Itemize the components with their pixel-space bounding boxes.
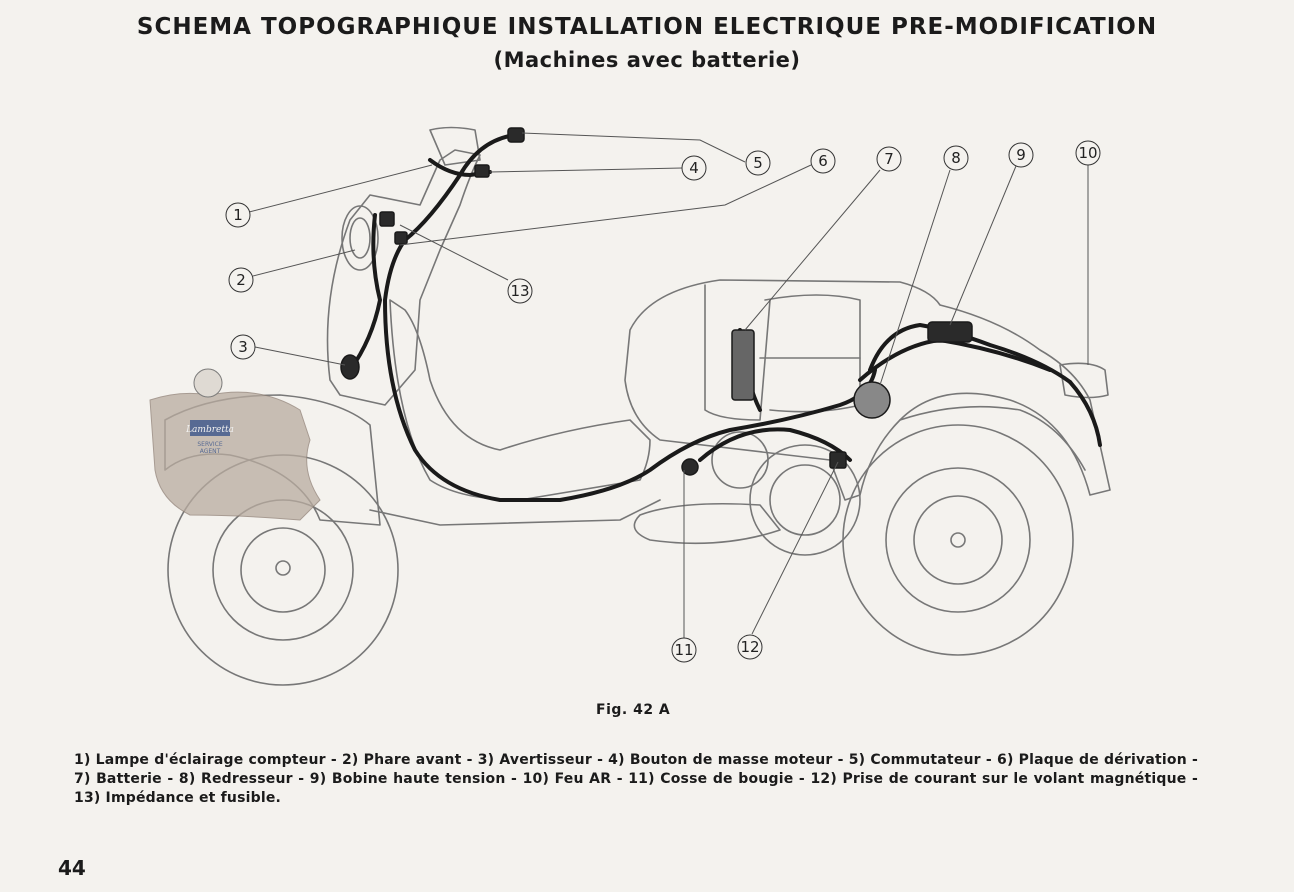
- service-agent-watermark: [150, 369, 320, 520]
- callout-8: 8: [951, 149, 961, 167]
- figure-caption: Fig. 42 A: [596, 702, 671, 718]
- wiring-harness: [350, 135, 1100, 500]
- callout-13: 13: [510, 282, 530, 300]
- scooter-outline: [165, 128, 1110, 686]
- callout-11: 11: [674, 641, 694, 659]
- callout-10: 10: [1078, 144, 1098, 162]
- callout-4: 4: [689, 159, 699, 177]
- callout-5: 5: [753, 154, 763, 172]
- legend-text: 1) Lampe d'éclairage compteur - 2) Phare avant - 3) Avertisseur - 4) Bouton de masse moteur - 5) Commutateur - 6) Plaque de dérivation - 7) Batterie - 8) Redresseur - 9) Bobine haute tension - 10) Feu AR - 11) Cosse de bougie - 12) Prise de courant sur le volant magnétique - 13) Impédance et fusible.: [74, 752, 1198, 806]
- watermark-brand: Lambretta: [186, 425, 234, 435]
- page-title: SCHEMA TOPOGRAPHIQUE INSTALLATION ELECTRIQUE PRE-MODIFICATION: [136, 14, 1158, 40]
- callout-labels: [233, 144, 1097, 659]
- leader-lines: [249, 133, 1088, 638]
- callout-9: 9: [1016, 146, 1026, 164]
- rear-wheel: [843, 425, 1073, 655]
- callout-2: 2: [236, 271, 246, 289]
- page-number: 44: [58, 856, 86, 880]
- callout-7: 7: [884, 150, 894, 168]
- callout-3: 3: [238, 338, 248, 356]
- callout-1: 1: [233, 206, 243, 224]
- callout-6: 6: [818, 152, 828, 170]
- callout-12: 12: [740, 638, 760, 656]
- page-subtitle: (Machines avec batterie): [493, 48, 801, 72]
- watermark-line2: AGENT: [199, 448, 221, 455]
- watermark-line1: SERVICE: [197, 441, 223, 448]
